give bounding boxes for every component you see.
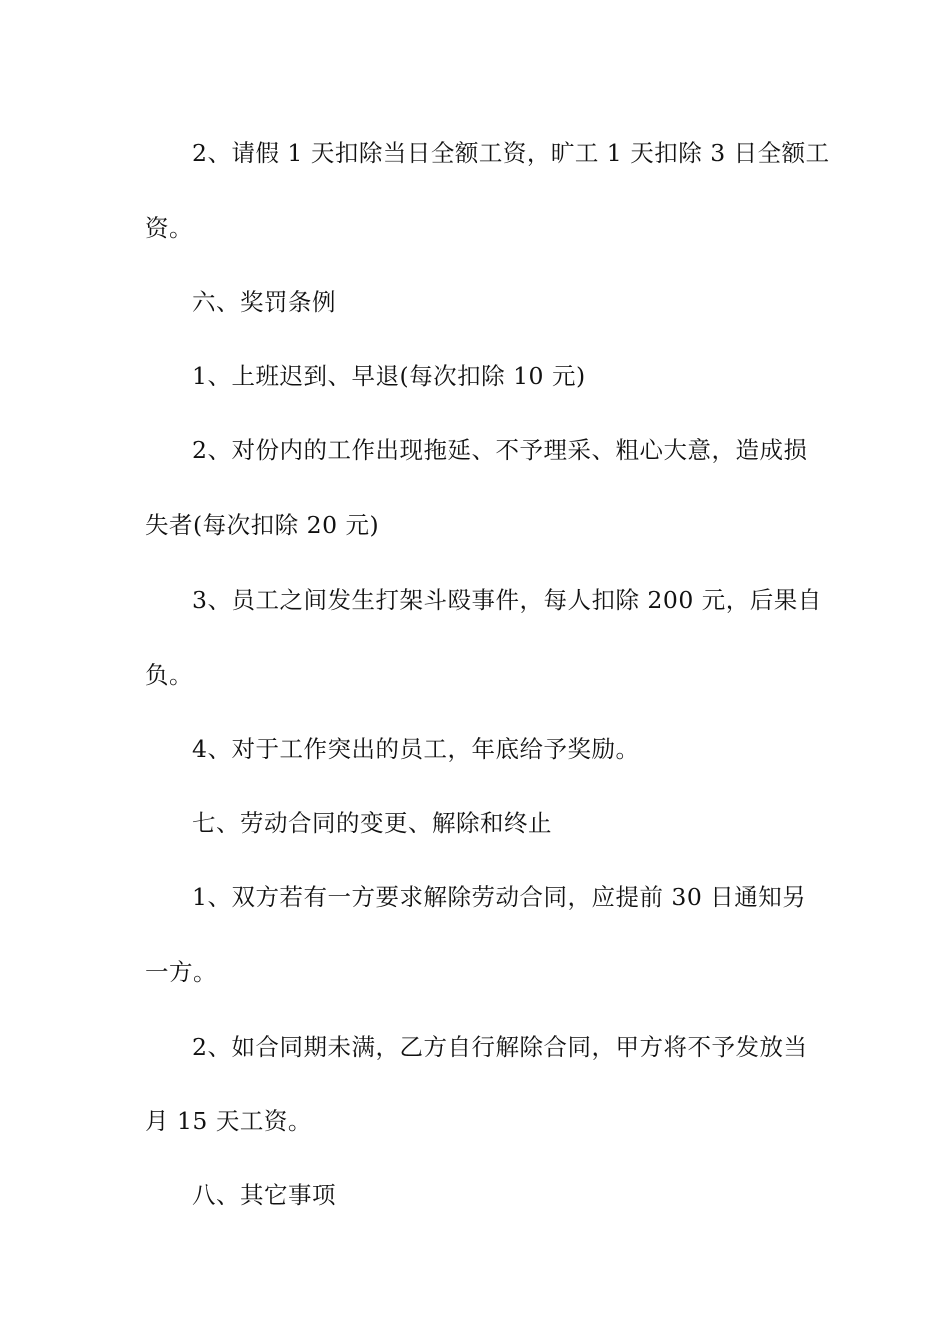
section-heading: 七、劳动合同的变更、解除和终止 (192, 809, 552, 837)
paragraph-line: 月 15 天工资。 (145, 1107, 312, 1135)
paragraph-line: 负。 (145, 661, 193, 689)
paragraph-line: 2、对份内的工作出现拖延、不予理采、粗心大意，造成损 (192, 436, 808, 464)
paragraph-line: 4、对于工作突出的员工，年底给予奖励。 (192, 735, 640, 763)
paragraph-line: 3、员工之间发生打架斗殴事件，每人扣除 200 元，后果自 (192, 586, 822, 614)
section-heading: 六、奖罚条例 (192, 288, 336, 316)
paragraph-line: 1、双方若有一方要求解除劳动合同，应提前 30 日通知另 (192, 883, 807, 911)
section-heading: 八、其它事项 (192, 1181, 336, 1209)
paragraph-line: 2、请假 1 天扣除当日全额工资，旷工 1 天扣除 3 日全额工 (192, 139, 830, 167)
paragraph-line: 资。 (145, 214, 193, 242)
paragraph-line: 2、如合同期未满，乙方自行解除合同，甲方将不予发放当 (192, 1033, 808, 1061)
paragraph-line: 失者(每次扣除 20 元) (145, 511, 380, 539)
paragraph-line: 1、上班迟到、早退(每次扣除 10 元) (192, 362, 586, 390)
paragraph-line: 一方。 (145, 958, 217, 986)
